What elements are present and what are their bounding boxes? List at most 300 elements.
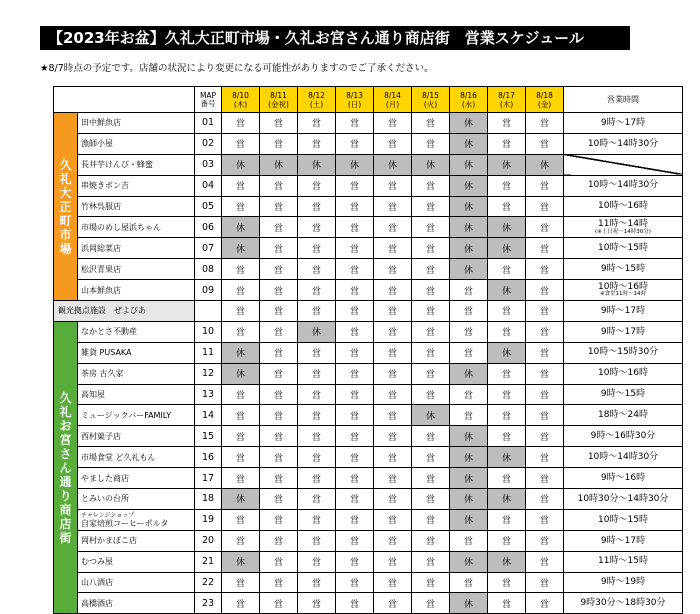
- map-number: 06: [195, 217, 222, 238]
- open-day-cell: 営: [336, 217, 374, 238]
- open-day-cell: 営: [412, 509, 450, 530]
- closed-day-cell: 休: [450, 426, 488, 447]
- open-day-cell: 営: [298, 259, 336, 280]
- header-weekday-label: (木): [233, 99, 248, 109]
- open-day-cell: 営: [488, 426, 526, 447]
- open-day-cell: 営: [526, 342, 564, 363]
- closed-day-cell: 休: [488, 280, 526, 301]
- hours-cell: [564, 509, 683, 530]
- open-day-cell: 営: [526, 405, 564, 426]
- closed-day-cell: 休: [450, 113, 488, 134]
- shop-name-text: 山本鮮魚店: [81, 285, 121, 295]
- map-number: 08: [195, 259, 222, 280]
- schedule-table: [53, 86, 683, 614]
- open-day-cell: 営: [260, 509, 298, 530]
- open-day-cell: 営: [222, 196, 260, 217]
- open-day-cell: 営: [526, 175, 564, 196]
- open-day-cell: 営: [336, 405, 374, 426]
- table-row: [54, 572, 683, 593]
- open-day-cell: 営: [526, 509, 564, 530]
- open-day-cell: 営: [488, 509, 526, 530]
- closed-day-cell: 休: [488, 217, 526, 238]
- open-day-cell: 営: [526, 426, 564, 447]
- header-weekday-label: (金祝): [268, 99, 289, 109]
- header-date: [412, 87, 450, 113]
- open-day-cell: 営: [526, 447, 564, 468]
- open-day-cell: 営: [298, 217, 336, 238]
- open-day-cell: 営: [336, 175, 374, 196]
- shop-name-text: 長井芋けんぴ・蜂蜜: [81, 160, 153, 170]
- open-day-cell: 営: [412, 301, 450, 322]
- hours-text: 10時～16時: [598, 281, 648, 292]
- open-day-cell: 営: [336, 113, 374, 134]
- open-day-cell: 営: [222, 259, 260, 280]
- hours-text: 9時～17時: [600, 117, 646, 128]
- open-day-cell: 営: [222, 321, 260, 342]
- open-day-cell: 営: [298, 593, 336, 614]
- hours-text: 9時30分～18時30分: [580, 598, 666, 609]
- table-row: [54, 217, 683, 238]
- hours-text: 10時～16時: [598, 201, 648, 212]
- table-row: [54, 154, 683, 175]
- open-day-cell: 営: [526, 301, 564, 322]
- shop-name: [78, 593, 195, 614]
- closed-day-cell: 休: [526, 154, 564, 175]
- open-day-cell: 営: [298, 447, 336, 468]
- open-day-cell: 営: [222, 447, 260, 468]
- hours-text: 9時～15時: [600, 389, 646, 400]
- open-day-cell: 営: [260, 342, 298, 363]
- open-day-cell: 営: [260, 280, 298, 301]
- closed-day-cell: 休: [298, 321, 336, 342]
- open-day-cell: 営: [450, 405, 488, 426]
- open-day-cell: 営: [412, 384, 450, 405]
- open-day-cell: 営: [374, 447, 412, 468]
- closed-day-cell: 休: [450, 133, 488, 154]
- open-day-cell: 営: [336, 238, 374, 259]
- header-date-label: 8/14: [384, 90, 401, 100]
- table-row: [54, 551, 683, 572]
- open-day-cell: 営: [222, 509, 260, 530]
- open-day-cell: 営: [260, 238, 298, 259]
- open-day-cell: 営: [260, 572, 298, 593]
- shop-name: [78, 363, 195, 384]
- open-day-cell: 営: [298, 175, 336, 196]
- open-day-cell: 営: [412, 342, 450, 363]
- open-day-cell: 営: [260, 447, 298, 468]
- open-day-cell: 営: [336, 301, 374, 322]
- table-row: [54, 593, 683, 614]
- hours-cell: [564, 342, 683, 363]
- open-day-cell: 営: [412, 175, 450, 196]
- shop-name: [78, 321, 195, 342]
- open-day-cell: 営: [412, 321, 450, 342]
- open-day-cell: 営: [526, 133, 564, 154]
- hours-text: 10時30分～14時30分: [577, 493, 669, 504]
- open-day-cell: 営: [374, 572, 412, 593]
- closed-day-cell: 休: [488, 238, 526, 259]
- hours-cell: [564, 426, 683, 447]
- closed-day-cell: 休: [450, 363, 488, 384]
- open-day-cell: 営: [488, 301, 526, 322]
- shop-name: [78, 384, 195, 405]
- table-row: [54, 363, 683, 384]
- open-day-cell: 営: [336, 321, 374, 342]
- hours-cell: [564, 572, 683, 593]
- header-date-label: 8/10: [232, 90, 249, 100]
- open-day-cell: 営: [374, 384, 412, 405]
- hours-cell: [564, 447, 683, 468]
- map-number: 01: [195, 113, 222, 134]
- header-row: [54, 87, 683, 113]
- hours-note: (※土日祝～14時30分): [595, 228, 651, 235]
- open-day-cell: 営: [412, 217, 450, 238]
- open-day-cell: 営: [336, 342, 374, 363]
- hours-cell: [564, 238, 683, 259]
- map-number: 13: [195, 384, 222, 405]
- open-day-cell: 営: [450, 530, 488, 551]
- open-day-cell: 営: [260, 217, 298, 238]
- open-day-cell: 営: [526, 593, 564, 614]
- open-day-cell: 営: [336, 593, 374, 614]
- shop-name: [78, 405, 195, 426]
- open-day-cell: 営: [488, 175, 526, 196]
- shop-name: [78, 113, 195, 134]
- header-date: [222, 87, 260, 113]
- map-number: 02: [195, 133, 222, 154]
- shop-name: [78, 551, 195, 572]
- open-day-cell: 営: [488, 363, 526, 384]
- shop-name-text: 竹林呉服店: [81, 202, 121, 211]
- header-date: [336, 87, 374, 113]
- open-day-cell: 営: [260, 321, 298, 342]
- shop-name: [78, 447, 195, 468]
- table-row: [54, 426, 683, 447]
- open-day-cell: 営: [222, 384, 260, 405]
- map-number: 20: [195, 530, 222, 551]
- hours-cell: [564, 321, 683, 342]
- map-number: 14: [195, 405, 222, 426]
- hours-text: 9時～16時30分: [590, 431, 656, 442]
- shop-name-text: やました商店: [81, 473, 129, 483]
- open-day-cell: 営: [298, 551, 336, 572]
- open-day-cell: 営: [336, 384, 374, 405]
- shop-name-text: 市場食堂 ど久礼もん: [81, 452, 156, 462]
- open-day-cell: 営: [336, 551, 374, 572]
- map-number: 19: [195, 509, 222, 530]
- closed-day-cell: 休: [488, 447, 526, 468]
- closed-day-cell: 休: [488, 489, 526, 510]
- open-day-cell: 営: [260, 384, 298, 405]
- shop-name: [78, 154, 195, 175]
- open-day-cell: 営: [450, 384, 488, 405]
- open-day-cell: 営: [298, 405, 336, 426]
- facility-name: 観光拠点施設 ぜよぴあ: [54, 301, 195, 322]
- open-day-cell: 営: [374, 593, 412, 614]
- shop-name-text: 高橋酒店: [81, 598, 113, 608]
- open-day-cell: 営: [526, 238, 564, 259]
- hours-cell: [564, 384, 683, 405]
- open-day-cell: 営: [336, 489, 374, 510]
- shop-name-text: 雑貨 PUSAKA: [81, 348, 132, 358]
- table-row: [54, 489, 683, 510]
- open-day-cell: 営: [260, 301, 298, 322]
- table-row: [54, 321, 683, 342]
- shop-name-text: 市場のめし屋浜ちゃん: [81, 222, 161, 232]
- open-day-cell: 営: [526, 530, 564, 551]
- open-day-cell: 営: [336, 530, 374, 551]
- open-day-cell: 営: [336, 196, 374, 217]
- shop-name-text: 高知屋: [81, 390, 105, 400]
- table-row: [54, 238, 683, 259]
- open-day-cell: 営: [412, 593, 450, 614]
- map-number: 21: [195, 551, 222, 572]
- shop-name-text: 浜岡総菜店: [81, 243, 121, 253]
- shop-name-prefix: チャレンジショップ: [81, 511, 135, 519]
- open-day-cell: 営: [260, 259, 298, 280]
- table-row: [54, 196, 683, 217]
- hours-cell: [564, 154, 683, 175]
- shop-name: [78, 530, 195, 551]
- header-date-label: 8/13: [346, 90, 363, 100]
- map-number: 03: [195, 154, 222, 175]
- open-day-cell: 営: [526, 280, 564, 301]
- hours-text: 10時～14時30分: [587, 138, 659, 149]
- open-day-cell: 営: [488, 259, 526, 280]
- shop-name: [78, 238, 195, 259]
- header-date: [374, 87, 412, 113]
- open-day-cell: 営: [222, 572, 260, 593]
- closed-day-cell: 休: [488, 342, 526, 363]
- open-day-cell: 営: [412, 259, 450, 280]
- hours-cell: [564, 133, 683, 154]
- shop-name-text: 串焼きポン吉: [81, 181, 129, 191]
- table-row: [54, 175, 683, 196]
- shop-name: [78, 280, 195, 301]
- header-date-label: 8/12: [308, 90, 325, 100]
- open-day-cell: 営: [488, 593, 526, 614]
- map-number: 16: [195, 447, 222, 468]
- open-day-cell: 営: [298, 113, 336, 134]
- open-day-cell: 営: [412, 133, 450, 154]
- hours-text: 10時～16時: [598, 368, 648, 379]
- open-day-cell: 営: [260, 405, 298, 426]
- hours-cell: [564, 196, 683, 217]
- open-day-cell: 営: [222, 133, 260, 154]
- header-date-label: 8/18: [536, 90, 553, 100]
- open-day-cell: 営: [450, 342, 488, 363]
- hours-cell: [564, 468, 683, 489]
- open-day-cell: 営: [298, 530, 336, 551]
- header-map-number: MAP 番号: [195, 87, 222, 113]
- hours-cell: [564, 405, 683, 426]
- shop-name-text: 漁師小屋: [81, 139, 113, 149]
- closed-day-cell: 休: [450, 593, 488, 614]
- open-day-cell: 営: [412, 551, 450, 572]
- open-day-cell: 営: [222, 426, 260, 447]
- open-day-cell: 営: [222, 593, 260, 614]
- open-day-cell: 営: [450, 301, 488, 322]
- open-day-cell: 営: [488, 384, 526, 405]
- header-weekday-label: (木): [499, 99, 514, 109]
- open-day-cell: 営: [260, 133, 298, 154]
- open-day-cell: 営: [526, 113, 564, 134]
- hours-text: 9時～17時: [600, 326, 646, 337]
- open-day-cell: 営: [298, 196, 336, 217]
- header-weekday-label: (火): [423, 99, 438, 109]
- table-row: [54, 509, 683, 530]
- hours-cell: [564, 489, 683, 510]
- hours-cell: [564, 259, 683, 280]
- map-number: 18: [195, 489, 222, 510]
- map-number: 11: [195, 342, 222, 363]
- open-day-cell: 営: [412, 447, 450, 468]
- open-day-cell: 営: [260, 113, 298, 134]
- open-day-cell: 営: [298, 468, 336, 489]
- open-day-cell: 営: [336, 572, 374, 593]
- open-day-cell: 営: [374, 301, 412, 322]
- shop-name: [78, 175, 195, 196]
- table-row: [54, 259, 683, 280]
- closed-day-cell: 休: [450, 468, 488, 489]
- open-day-cell: 営: [450, 280, 488, 301]
- hours-text: 9時～17時: [600, 305, 646, 316]
- open-day-cell: 営: [222, 175, 260, 196]
- hours-text: 9時～16時: [600, 472, 646, 483]
- open-day-cell: 営: [488, 468, 526, 489]
- open-day-cell: 営: [526, 551, 564, 572]
- open-day-cell: 営: [336, 468, 374, 489]
- open-day-cell: 営: [526, 217, 564, 238]
- hours-cell: [564, 301, 683, 322]
- table-row: [54, 530, 683, 551]
- open-day-cell: 営: [222, 468, 260, 489]
- closed-day-cell: 休: [450, 154, 488, 175]
- shop-name: [78, 133, 195, 154]
- open-day-cell: 営: [526, 259, 564, 280]
- open-day-cell: 営: [488, 405, 526, 426]
- table-row: [54, 384, 683, 405]
- header-weekday-label: (水): [461, 99, 476, 109]
- open-day-cell: 営: [374, 468, 412, 489]
- hours-cell: [564, 363, 683, 384]
- shop-name: [78, 259, 195, 280]
- closed-day-cell: 休: [222, 217, 260, 238]
- open-day-cell: 営: [222, 301, 260, 322]
- open-day-cell: 営: [488, 530, 526, 551]
- hours-text: 9時～17時: [600, 535, 646, 546]
- open-day-cell: 営: [260, 196, 298, 217]
- table-row: [54, 133, 683, 154]
- open-day-cell: 営: [412, 426, 450, 447]
- shop-name-text: 田中鮮魚店: [81, 118, 121, 128]
- open-day-cell: 営: [336, 280, 374, 301]
- shop-name: [78, 342, 195, 363]
- map-number: 05: [195, 196, 222, 217]
- hours-cell: [564, 280, 683, 301]
- header-date: [298, 87, 336, 113]
- open-day-cell: 営: [298, 384, 336, 405]
- open-day-cell: 営: [374, 217, 412, 238]
- shop-name: [78, 489, 195, 510]
- map-number: 15: [195, 426, 222, 447]
- hours-text: 11時～14時: [598, 219, 648, 230]
- open-day-cell: 営: [260, 468, 298, 489]
- open-day-cell: 営: [336, 363, 374, 384]
- map-number: 04: [195, 175, 222, 196]
- open-day-cell: 営: [374, 551, 412, 572]
- open-day-cell: 営: [526, 572, 564, 593]
- open-day-cell: 営: [488, 113, 526, 134]
- closed-day-cell: 休: [374, 154, 412, 175]
- open-day-cell: 営: [336, 133, 374, 154]
- open-day-cell: 営: [374, 405, 412, 426]
- shop-name-text: 岡村かまぼこ店: [81, 536, 137, 546]
- open-day-cell: 営: [526, 489, 564, 510]
- open-day-cell: 営: [298, 363, 336, 384]
- open-day-cell: 営: [260, 426, 298, 447]
- closed-day-cell: 休: [412, 154, 450, 175]
- open-day-cell: 営: [298, 426, 336, 447]
- hours-cell: [564, 593, 683, 614]
- page-title: 【2023年お盆】久礼大正町市場・久礼お宮さん通り商店街 営業スケジュール: [40, 26, 630, 50]
- shop-name-text: 自家焙煎コーヒーポルタ: [81, 518, 169, 528]
- open-day-cell: 営: [222, 405, 260, 426]
- open-day-cell: 営: [412, 530, 450, 551]
- header-date-label: 8/11: [270, 90, 287, 100]
- hours-text: 9時～15時: [600, 263, 646, 274]
- header-date: [526, 87, 564, 113]
- open-day-cell: 営: [298, 572, 336, 593]
- shop-name: [78, 426, 195, 447]
- open-day-cell: 営: [374, 196, 412, 217]
- closed-day-cell: 休: [336, 154, 374, 175]
- open-day-cell: 営: [260, 363, 298, 384]
- closed-day-cell: 休: [450, 259, 488, 280]
- header-weekday-label: (月): [385, 99, 400, 109]
- closed-day-cell: 休: [450, 489, 488, 510]
- shop-name: [78, 509, 195, 530]
- hours-text: 9時～19時: [600, 577, 646, 588]
- shop-name: [78, 572, 195, 593]
- open-day-cell: 営: [488, 321, 526, 342]
- open-day-cell: 営: [374, 321, 412, 342]
- closed-day-cell: 休: [488, 154, 526, 175]
- header-weekday-label: (土): [309, 99, 324, 109]
- open-day-cell: 営: [412, 113, 450, 134]
- map-number: 22: [195, 572, 222, 593]
- shop-name: [78, 217, 195, 238]
- header-date: [488, 87, 526, 113]
- open-day-cell: 営: [374, 489, 412, 510]
- open-day-cell: 営: [526, 384, 564, 405]
- shop-name-text: 松沢青果店: [81, 264, 121, 274]
- open-day-cell: 営: [260, 551, 298, 572]
- open-day-cell: 営: [488, 196, 526, 217]
- map-number: 23: [195, 593, 222, 614]
- open-day-cell: 営: [488, 572, 526, 593]
- open-day-cell: 営: [336, 447, 374, 468]
- open-day-cell: 営: [374, 426, 412, 447]
- hours-cell: [564, 217, 683, 238]
- open-day-cell: 営: [374, 175, 412, 196]
- open-day-cell: 営: [298, 489, 336, 510]
- section-label: 久 礼 大 正 町 市 場: [54, 113, 78, 301]
- open-day-cell: 営: [374, 259, 412, 280]
- closed-day-cell: 休: [222, 363, 260, 384]
- hours-text: 10時～15時: [598, 514, 648, 525]
- header-date-label: 8/15: [422, 90, 439, 100]
